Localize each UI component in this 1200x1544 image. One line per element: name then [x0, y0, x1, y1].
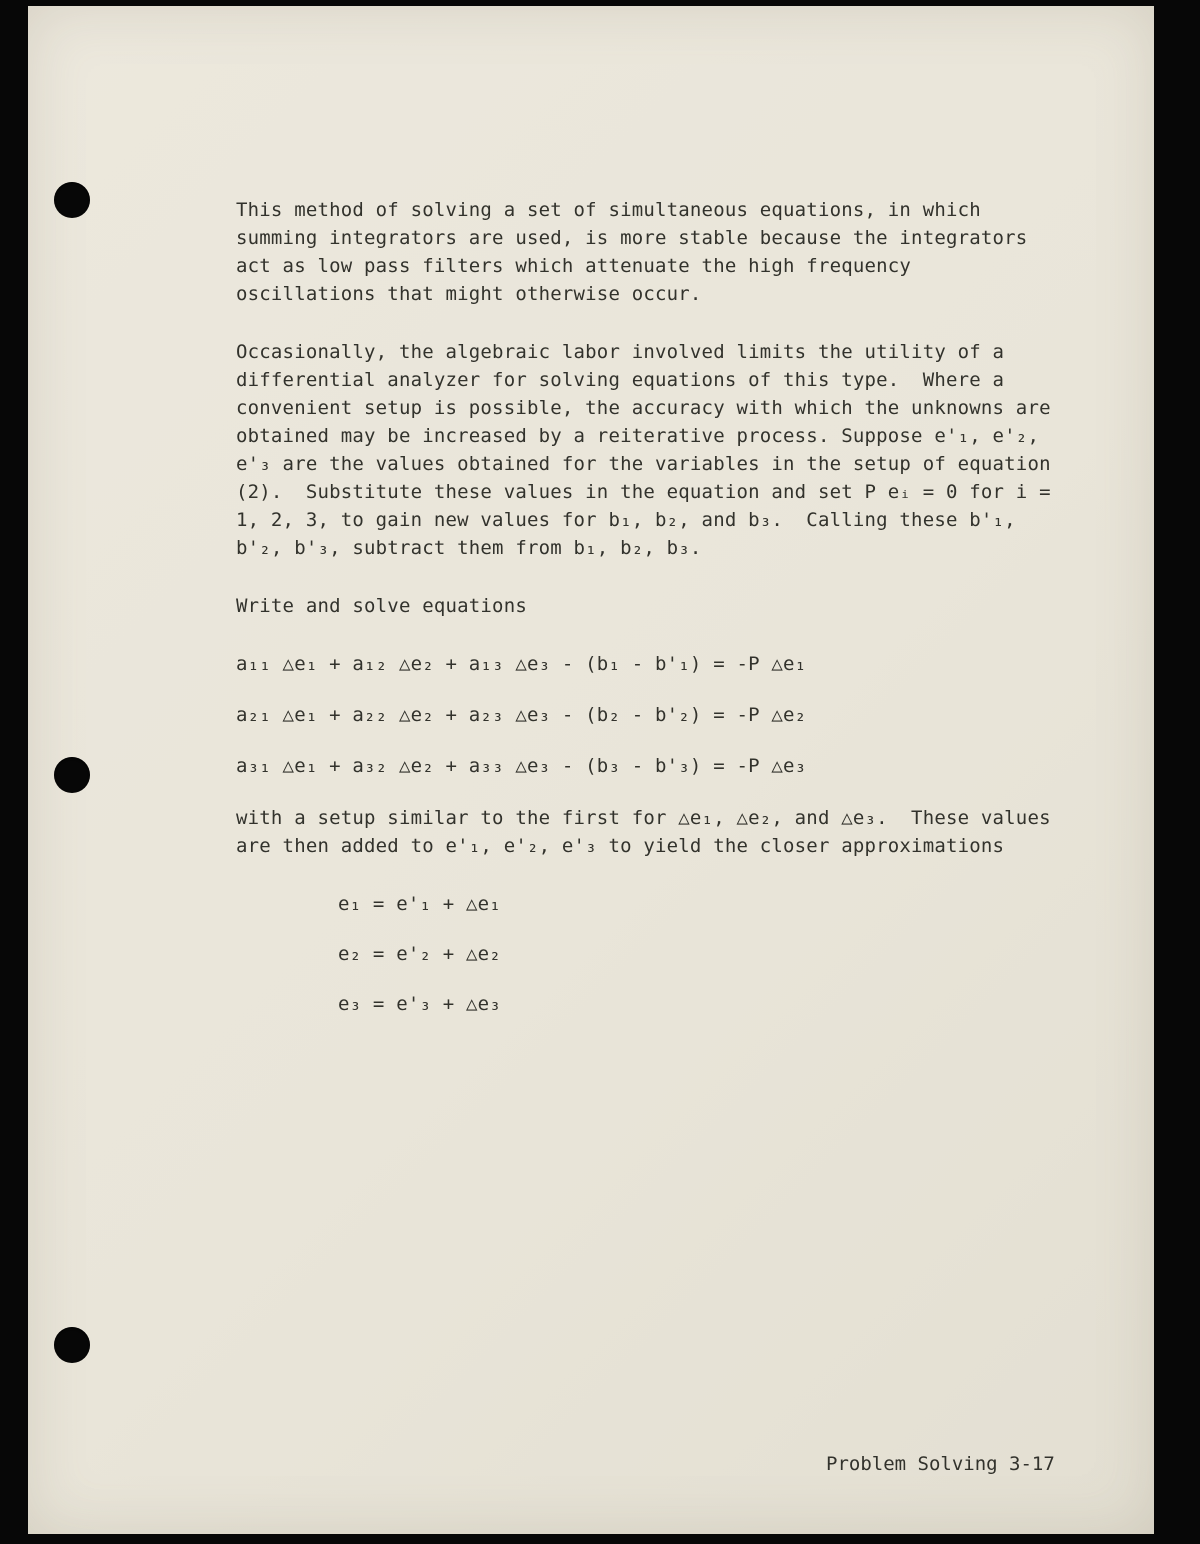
page-content: [236, 196, 1063, 1040]
punch-hole-middle: [54, 757, 90, 793]
result-equation-2: e₂ = e'₂ + △e₂: [338, 943, 501, 965]
punch-hole-bottom: [54, 1327, 90, 1363]
paragraph-reiterative-process: Occasionally, the algebraic labor involved limits the utility of a differential analyzer for solving equations of this type. Where a convenient setup is possible, the accuracy with which the unknowns are obtained may be increased by a reiterative process. Suppose e'₁, e'₂, e'₃ are the values obtained for the variables in the setup of equation (2). Substitute these values in the equation and set P eᵢ = 0 for i = 1, 2, 3, to gain new values for b₁, b₂, and b₃. Calling these b'₁, b'₂, b'₃, subtract them from b₁, b₂, b₃.: [236, 341, 1063, 559]
punch-hole-top: [54, 182, 90, 218]
result-equations-block: [338, 890, 1056, 1018]
page-footer: Problem Solving 3-17: [826, 1453, 1055, 1475]
result-equation-3: e₃ = e'₃ + △e₃: [338, 993, 501, 1015]
equation-row-2: a₂₁ △e₁ + a₂₂ △e₂ + a₂₃ △e₃ - (b₂ - b'₂) = -P △e₂: [236, 704, 807, 726]
equations-heading: Write and solve equations: [236, 595, 527, 617]
document-page: [28, 6, 1154, 1534]
equation-row-1: a₁₁ △e₁ + a₁₂ △e₂ + a₁₃ △e₃ - (b₁ - b'₁) = -P △e₁: [236, 653, 807, 675]
paragraph-method: This method of solving a set of simultaneous equations, in which summing integrators are used, is more stable because the integrators act as low pass filters which attenuate the high frequency oscillations that might otherwise occur.: [236, 199, 1040, 305]
equation-row-3: a₃₁ △e₁ + a₃₂ △e₂ + a₃₃ △e₃ - (b₃ - b'₃) = -P △e₃: [236, 755, 807, 777]
paragraph-setup-similar: with a setup similar to the first for △e₁, △e₂, and △e₃. These values are then added to e'₁, e'₂, e'₃ to yield the closer approximations: [236, 807, 1063, 857]
equations-block: [236, 650, 1056, 780]
result-equation-1: e₁ = e'₁ + △e₁: [338, 893, 501, 915]
